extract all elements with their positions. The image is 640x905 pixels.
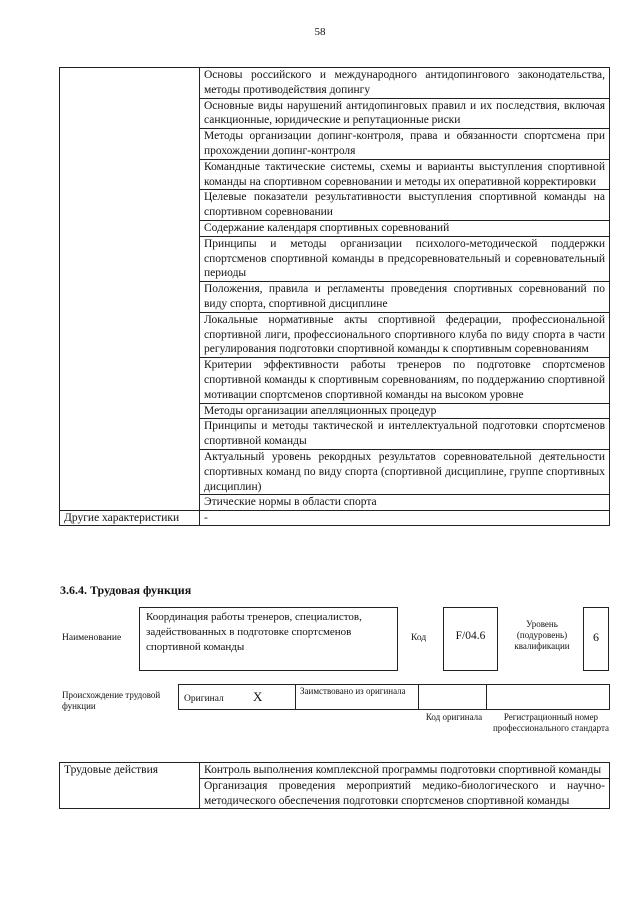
list-item: Содержание календаря спортивных соревнований [200, 220, 610, 236]
table-row [60, 68, 610, 99]
list-item: Актуальный уровень рекордных результатов соревновательной деятельности спортивных команд по виду спорта (спортивной дисциплине, группе спортивных дисциплин) [200, 449, 610, 494]
origin-original-mark: X [253, 689, 263, 704]
function-code-box: F/04.6 [443, 607, 498, 671]
list-item: Контроль выполнения комплексной программы подготовки спортивной команды [200, 763, 610, 779]
list-item: Целевые показатели результативности выступления спортивной команды на спортивном соревновании [200, 190, 610, 221]
qualification-level-label: Уровень (подуровень) квалификации [514, 619, 570, 651]
origin-code-cell [419, 685, 487, 709]
list-item: Критерии эффективности работы тренеров по подготовке спортсменов спортивной команды к спортивным соревнованиям, по поддержанию спортивной мотивации спортсменов спортивной команды на высоком уровне [200, 358, 610, 403]
list-item: Принципы и методы организации психолого-методической поддержки спортсменов спортивной команды в предсоревновательный и соревновательный периоды [200, 236, 610, 281]
list-item: Принципы и методы тактической и интеллектуальной подготовки спортсменов спортивной команды [200, 419, 610, 450]
origin-original-cell [179, 685, 296, 709]
list-item: Основные виды нарушений антидопинговых правил и их последствия, включая санкционные, юридические и репутационные риски [200, 98, 610, 129]
list-item: Методы организации апелляционных процедур [200, 403, 610, 419]
origin-original-label: Оригинал [184, 694, 224, 704]
list-item: Положения, правила и регламенты проведения спортивных соревнований по виду спорта, спортивной дисциплине [200, 282, 610, 313]
row-label-empty [60, 68, 200, 511]
origin-code-caption: Код оригинала [425, 712, 483, 722]
list-item: Командные тактические системы, схемы и варианты выступления спортивной команды на спортивном соревновании и методы их оперативной корректировки [200, 159, 610, 190]
code-label: Код [411, 633, 427, 643]
page-number: 58 [314, 26, 326, 38]
qualification-level-box: 6 [583, 607, 609, 671]
list-item: Локальные нормативные акты спортивной федерации, профессиональной спортивной лиги, профессионального спортивного клуба по виду спорта в части регулирования подготовки спортивной команды к спортивным соревнованиям [200, 312, 610, 357]
origin-borrowed-cell: Заимствовано из оригинала [296, 685, 419, 709]
function-name-box: Координация работы тренеров, специалистов, задействованных в подготовке спортсменов спортивной команды [139, 607, 398, 671]
labor-actions-table [59, 762, 610, 809]
origin-reg-caption: Регистрационный номер профессионального стандарта [492, 712, 610, 733]
origin-label: Происхождение трудовой функции [62, 690, 161, 711]
other-characteristics-row [60, 511, 610, 526]
origin-row [178, 684, 610, 710]
labor-actions-label: Трудовые действия [60, 763, 200, 809]
other-characteristics-value: - [200, 511, 610, 526]
list-item: Методы организации допинг-контроля, права и обязанности спортсмена при прохождении допинг-контроля [200, 129, 610, 160]
origin-reg-cell [487, 685, 609, 709]
list-item: Основы российского и международного антидопингового законодательства, методы противодействия допингу [200, 68, 610, 99]
table-row [60, 763, 610, 779]
list-item: Организация проведения мероприятий медико-биологического и научно-методического обеспечения подготовки спортсменов спортивной команды [200, 778, 610, 809]
name-label: Наименование [62, 633, 122, 643]
section-title: 3.6.4. Трудовая функция [60, 583, 192, 597]
other-characteristics-label: Другие характеристики [60, 511, 200, 526]
knowledge-table [59, 67, 610, 526]
list-item: Этические нормы в области спорта [200, 495, 610, 511]
